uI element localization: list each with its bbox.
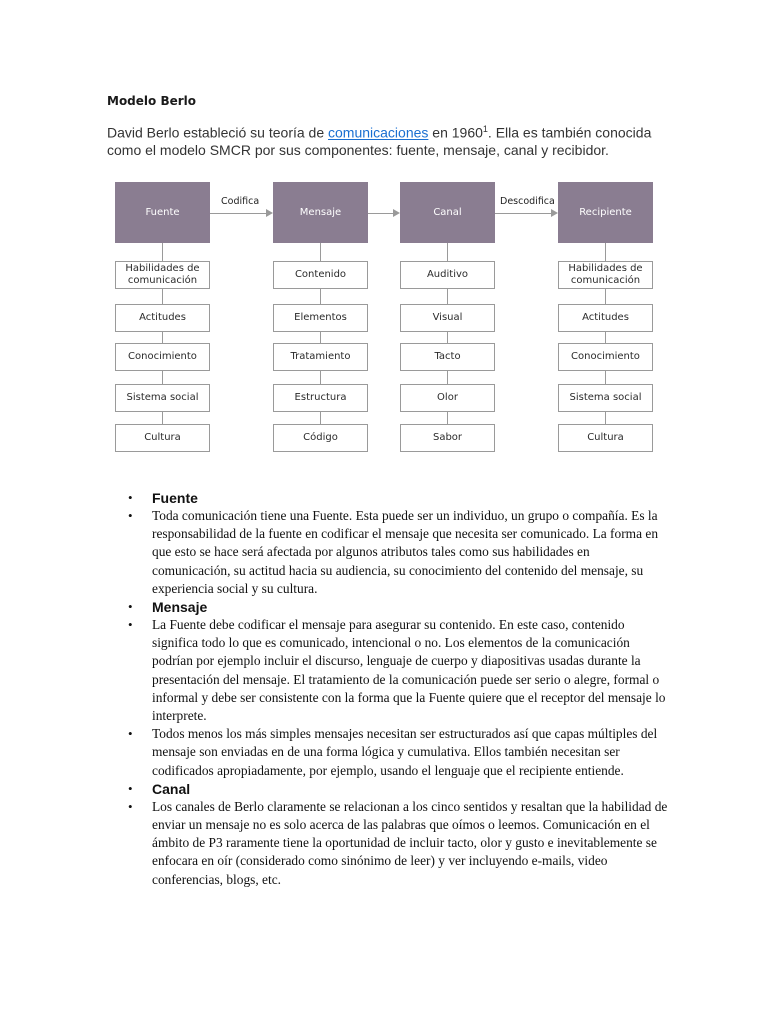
diagram-header-recipiente: Recipiente [558,182,653,243]
flow-arrow-line [368,213,393,214]
diagram-item-sistema-social: Sistema social [558,384,653,412]
section-heading-fuente [128,489,668,507]
diagram-item-olor: Olor [400,384,495,412]
content-list [128,489,668,889]
diagram-item-codigo: Código [273,424,368,452]
diagram-item-conocimiento: Conocimiento [115,343,210,371]
paragraph-text: Toda comunicación tiene una Fuente. Esta puede ser un individuo, un grupo o compañía. Es la responsabilidad de la fuente en codificar el mensaje que necesita ser comunicado. La forma en que esto se hace será afectada por algunos atributos tales como sus habilidades en comunicación, su actitud hacia su audiencia, su conocimiento del contenido del mensaje, su experiencia social y su cultura. [152,508,659,596]
berlo-model-diagram [0,0,768,470]
footnote-mark: 1 [482,124,488,134]
comunicaciones-link[interactable]: comunicaciones [328,124,429,141]
diagram-item-auditivo: Auditivo [400,261,495,289]
diagram-item-actitudes: Actitudes [115,304,210,332]
page-title: Modelo Berlo [107,94,197,108]
arrow-head-icon [393,209,400,217]
diagram-item-visual: Visual [400,304,495,332]
bullet-icon: • [128,617,133,633]
diagram-item-actitudes: Actitudes [558,304,653,332]
paragraph-text: La Fuente debe codificar el mensaje para asegurar su contenido. En este caso, contenido significa todo lo que es comunicado, intencional o no. Los elementos de la comunicación podrían por ejemplo incluir el discurso, lenguaje de cuerpo y diapositivas usadas durante la presentación del mensaje. El tratamiento de la comunicación puede ser serio o alegre, formal o informal y debe ser consistente con la forma que la Fuente quiere que el receptor del mensaje lo interprete. [152,617,666,724]
diagram-item-tratamiento: Tratamiento [273,343,368,371]
bullet-icon: • [128,599,133,615]
list-item [128,616,668,725]
flow-arrow-line [210,213,266,214]
arrow-head-icon [266,209,273,217]
arrow-label-codifica: Codifica [221,196,260,207]
diagram-item-cultura: Cultura [558,424,653,452]
section-heading-mensaje [128,598,668,616]
diagram-item-habilidades-de-comunicacion: Habilidades de comunicación [558,261,653,289]
section-heading-text: Mensaje [152,599,208,616]
arrow-head-icon [551,209,558,217]
bullet-icon: • [128,726,133,742]
paragraph-text: Los canales de Berlo claramente se relacionan a los cinco sentidos y resaltan que la habilidad de enviar un mensaje no es solo acerca de las palabras que oímos o leemos. Comunicación en el ámbito de P3 raramente tiene la oportunidad de incluir tacto, olor y gusto e inevitablemente se enfocara en oír (considerado como sinónimo de leer) y ver incluyendo e-mails, video conferencias, blogs, etc. [152,798,668,887]
section-heading-text: Canal [152,780,191,797]
diagram-item-contenido: Contenido [273,261,368,289]
flow-arrow-line [495,213,551,214]
bullet-icon: • [128,780,133,796]
diagram-item-estructura: Estructura [273,384,368,412]
section-heading-canal [128,780,668,798]
diagram-item-sabor: Sabor [400,424,495,452]
diagram-header-canal: Canal [400,182,495,243]
diagram-item-elementos: Elementos [273,304,368,332]
bullet-icon: • [128,798,133,814]
list-item [128,507,668,598]
section-heading-text: Fuente [152,490,198,506]
diagram-header-mensaje: Mensaje [273,182,368,243]
diagram-header-fuente: Fuente [115,182,210,243]
bullet-icon: • [128,508,133,523]
arrow-label-descodifica: Descodifica [500,196,555,207]
diagram-item-sistema-social: Sistema social [115,384,210,412]
list-item [128,798,668,889]
diagram-item-tacto: Tacto [400,343,495,371]
intro-text-after: en 1960 [428,124,483,141]
diagram-item-conocimiento: Conocimiento [558,343,653,371]
bullet-icon: • [128,490,133,505]
diagram-item-cultura: Cultura [115,424,210,452]
diagram-item-habilidades-de-comunicacion: Habilidades de comunicación [115,261,210,289]
list-item [128,725,668,780]
intro-text-rest: . Ella es también conocida como el modelo SMCR por sus componentes: fuente, mensaje, canal y recibidor. [107,124,652,158]
intro-text-before: David Berlo estableció su teoría de [107,124,329,141]
paragraph-text: Todos menos los más simples mensajes necesitan ser estructurados así que capas múltiples del mensaje son enviadas en de una forma lógica y cumulativa. Ellos también necesitan ser codificados apropiadamente, por ejemplo, usando el lenguaje que el recipiente entiende. [152,726,658,778]
